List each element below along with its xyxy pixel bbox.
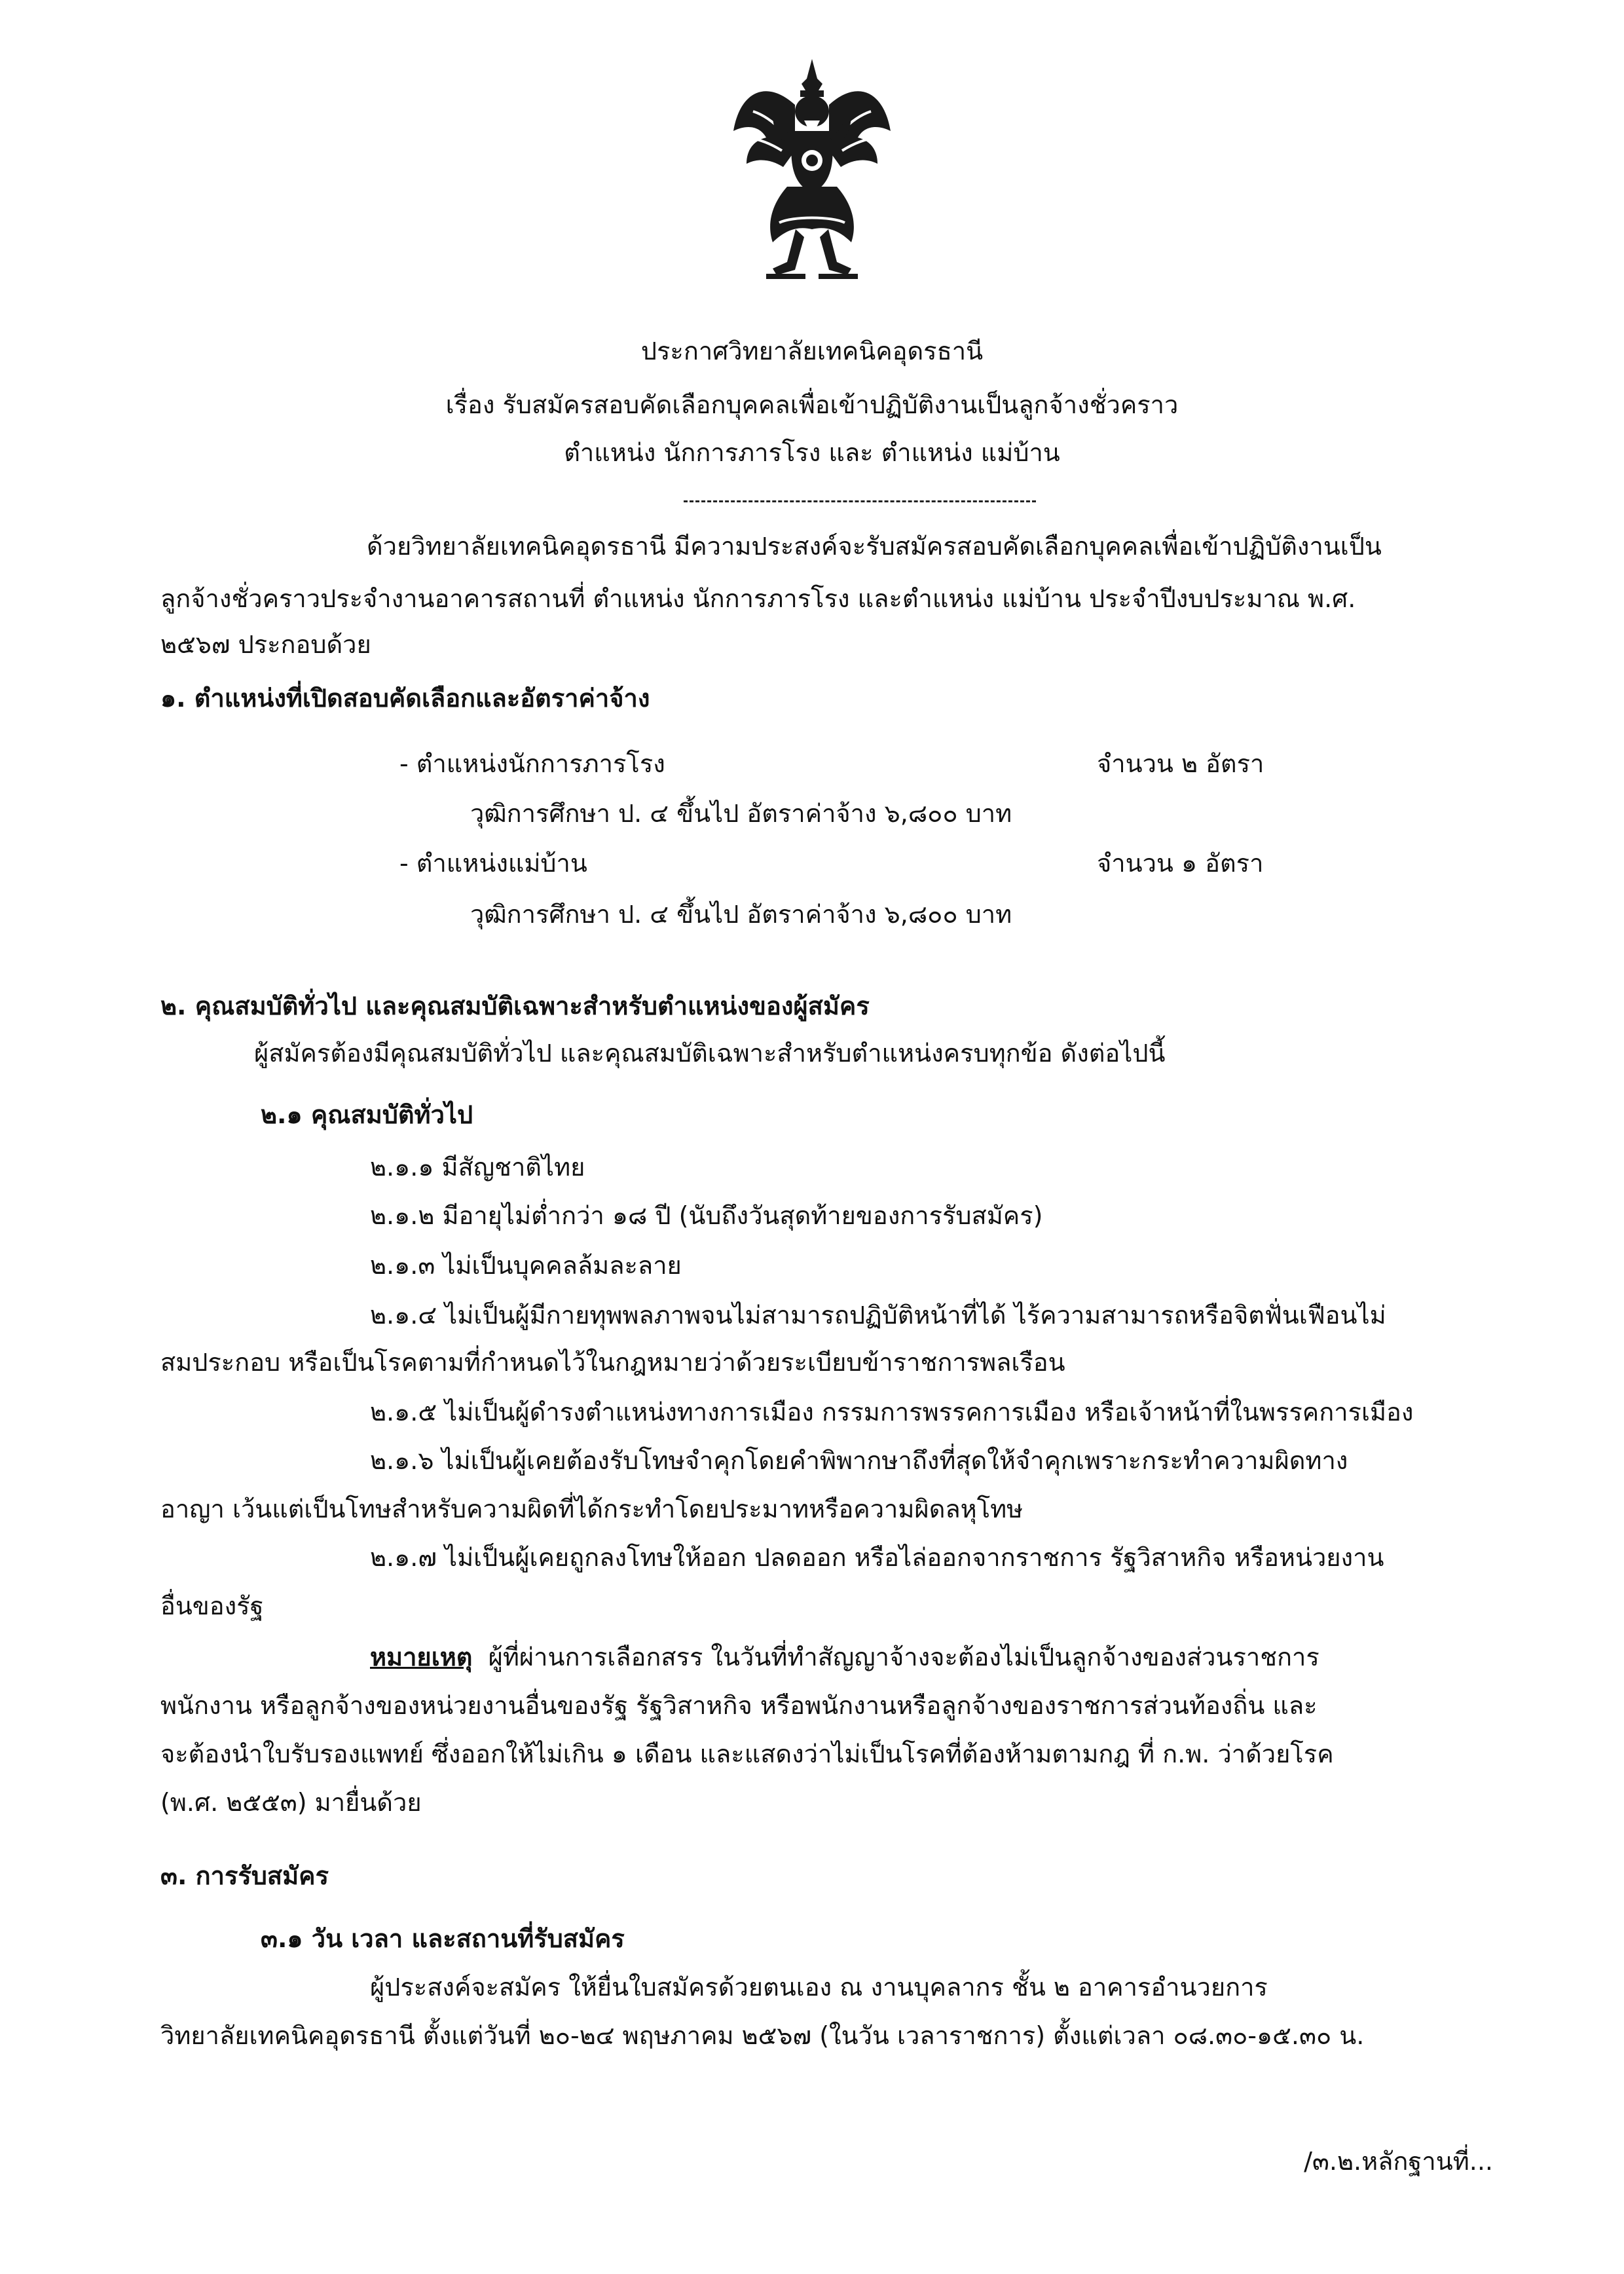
section-3-line-1: ผู้ประสงค์จะสมัคร ให้ยื่นใบสมัครด้วยตนเอง ณ งานบุคลากร ชั้น ๒ อาคารอำนวยการ [370,1973,1268,2002]
intro-line-3: ๒๕๖๗ ประกอบด้วย [160,630,371,659]
section-2-heading: ๒. คุณสมบัติทั่วไป และคุณสมบัติเฉพาะสำหรับตำแหน่งของผู้สมัคร [160,992,870,1020]
note-label: หมายเหตุ [370,1643,473,1671]
qualification-item-6-cont: อาญา เว้นแต่เป็นโทษสำหรับความผิดที่ได้กระทำโดยประมาทหรือความผิดลหุโทษ [160,1495,1024,1523]
qualification-item-2: ๒.๑.๒ มีอายุไม่ต่ำกว่า ๑๘ ปี (นับถึงวันสุดท้ายของการรับสมัคร) [370,1201,1043,1230]
qualification-item-6: ๒.๑.๖ ไม่เป็นผู้เคยต้องรับโทษจำคุกโดยคำพิพากษาถึงที่สุดให้จำคุกเพราะกระทำความผิดทาง [370,1446,1348,1475]
section-3-line-2: วิทยาลัยเทคนิคอุดรธานี ตั้งแต่วันที่ ๒๐-๒๔ พฤษภาคม ๒๕๖๗ (ในวัน เวลาราชการ) ตั้งแต่เวลา ๐๘.๓๐-๑๕.๓๐ น. [160,2021,1365,2050]
job-2-qualification: วุฒิการศึกษา ป. ๔ ขึ้นไป อัตราค่าจ้าง ๖,๘๐๐ บาท [470,900,1012,929]
section-1-heading: ๑. ตำแหน่งที่เปิดสอบคัดเลือกและอัตราค่าจ้าง [160,684,650,713]
header-divider [684,500,1036,502]
job-1-qualification: วุฒิการศึกษา ป. ๔ ขึ้นไป อัตราค่าจ้าง ๖,๘๐๐ บาท [470,799,1012,828]
announcement-title: ประกาศวิทยาลัยเทคนิคอุดรธานี [640,337,984,365]
announcement-positions: ตำแหน่ง นักการภารโรง และ ตำแหน่ง แม่บ้าน [564,438,1060,467]
qualification-item-1: ๒.๑.๑ มีสัญชาติไทย [370,1153,585,1182]
note-line-4: (พ.ศ. ๒๕๕๓) มายื่นด้วย [160,1788,422,1817]
intro-line-2: ลูกจ้างชั่วคราวประจำงานอาคารสถานที่ ตำแหน่ง นักการภารโรง และตำแหน่ง แม่บ้าน ประจำปีงบประมาณ พ.ศ. [160,584,1356,613]
section-2-1-heading: ๒.๑ คุณสมบัติทั่วไป [261,1100,473,1129]
section-3-1-heading: ๓.๑ วัน เวลา และสถานที่รับสมัคร [261,1924,625,1953]
note-line-1: ผู้ที่ผ่านการเลือกสรร ในวันที่ทำสัญญาจ้างจะต้องไม่เป็นลูกจ้างของส่วนราชการ [488,1643,1320,1671]
continuation-marker: /๓.๒.หลักฐานที่... [1304,2147,1493,2176]
qualification-item-7: ๒.๑.๗ ไม่เป็นผู้เคยถูกลงโทษให้ออก ปลดออก หรือไล่ออกจากราชการ รัฐวิสาหกิจ หรือหน่วยงาน [370,1543,1384,1572]
qualification-item-4-cont: สมประกอบ หรือเป็นโรคตามที่กำหนดไว้ในกฎหมายว่าด้วยระเบียบข้าราชการพลเรือน [160,1348,1065,1377]
qualification-item-4: ๒.๑.๔ ไม่เป็นผู้มีกายทุพพลภาพจนไม่สามารถปฏิบัติหน้าที่ได้ ไร้ความสามารถหรือจิตฟั่นเฟือนไม่ [370,1301,1386,1330]
job-2-title: - ตำแหน่งแม่บ้าน [399,849,587,878]
note-line-3: จะต้องนำใบรับรองแพทย์ ซึ่งออกให้ไม่เกิน ๑ เดือน และแสดงว่าไม่เป็นโรคที่ต้องห้ามตามกฎ ที่ ก.พ. ว่าด้วยโรค [160,1740,1334,1768]
section-2-lead: ผู้สมัครต้องมีคุณสมบัติทั่วไป และคุณสมบัติเฉพาะสำหรับตำแหน่งครบทุกข้อ ดังต่อไปนี้ [254,1039,1166,1068]
job-1-title: - ตำแหน่งนักการภารโรง [399,749,665,778]
note-first-line [370,1640,1320,1674]
note-line-2: พนักงาน หรือลูกจ้างของหน่วยงานอื่นของรัฐ รัฐวิสาหกิจ หรือพนักงานหรือลูกจ้างของราชการส่วนท้องถิ่น และ [160,1691,1318,1720]
qualification-item-7-cont: อื่นของรัฐ [160,1592,264,1620]
job-1-count: จำนวน ๒ อัตรา [1097,749,1264,778]
job-2-count: จำนวน ๑ อัตรา [1097,849,1264,878]
qualification-item-3: ๒.๑.๓ ไม่เป็นบุคคลล้มละลาย [370,1251,682,1280]
garuda-emblem-icon [727,52,897,288]
qualification-item-5: ๒.๑.๕ ไม่เป็นผู้ดำรงตำแหน่งทางการเมือง กรรมการพรรคการเมือง หรือเจ้าหน้าที่ในพรรคการเมือง [370,1398,1414,1426]
intro-line-1: ด้วยวิทยาลัยเทคนิคอุดรธานี มีความประสงค์จะรับสมัครสอบคัดเลือกบุคคลเพื่อเข้าปฏิบัติงานเป็น [367,532,1382,561]
section-3-heading: ๓. การรับสมัคร [160,1861,329,1890]
announcement-subject: เรื่อง รับสมัครสอบคัดเลือกบุคคลเพื่อเข้าปฏิบัติงานเป็นลูกจ้างชั่วคราว [445,390,1179,419]
